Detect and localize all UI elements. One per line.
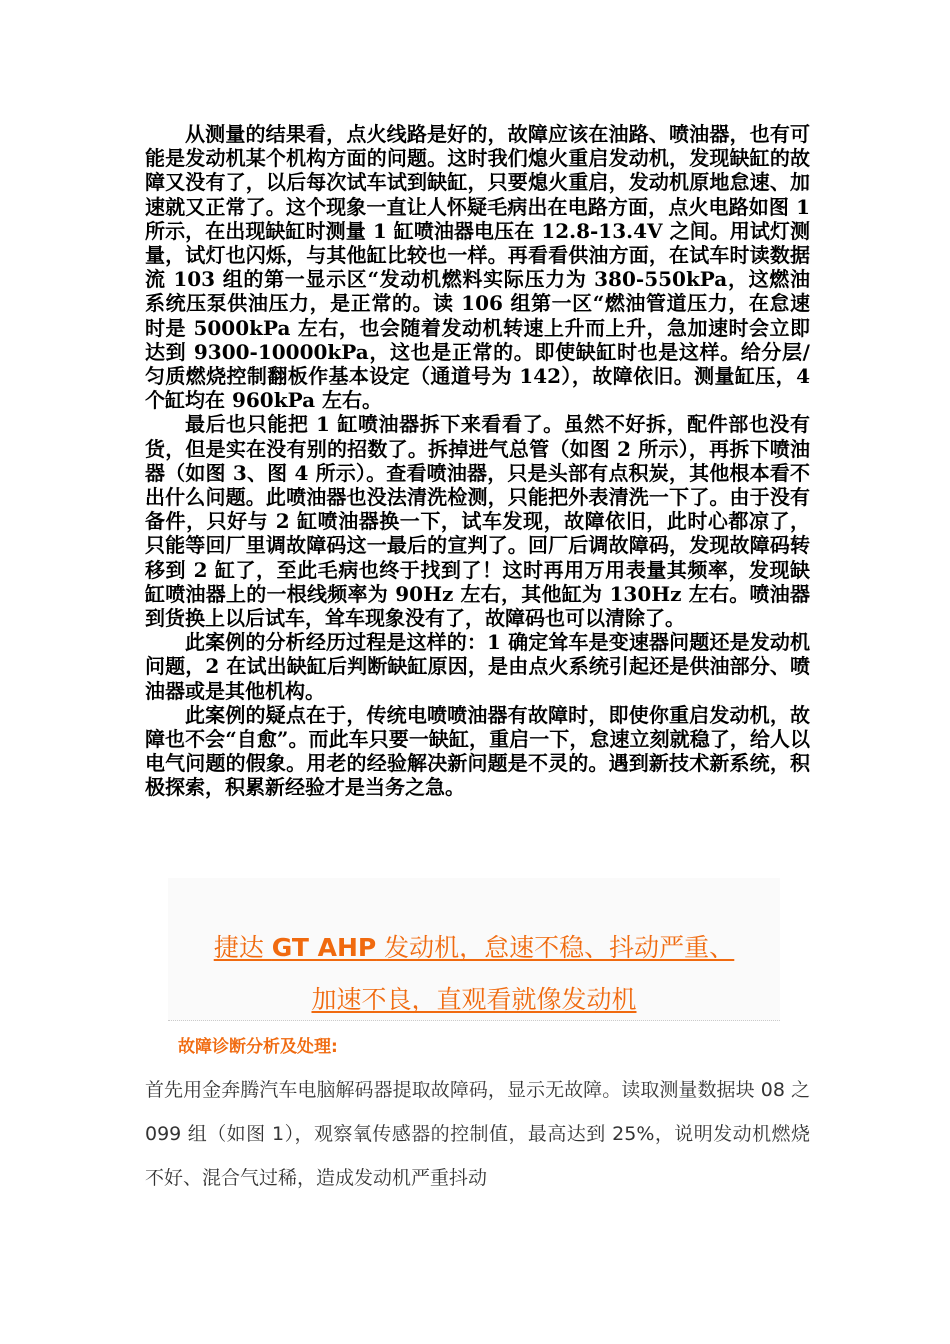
article-title-line2[interactable]: 加速不良，直观看就像发动机	[311, 985, 637, 1014]
paragraph-conclusion: 此案例的疑点在于，传统电喷喷油器有故障时，即使你重启发动机，故障也不会“自愈”。而此车只要一缺缸，重启一下，怠速立刻就稳了，给人以电气问题的假象。用老的经验解决新问题是不灵的。遇到新技术新系统，积极探索，积累新经验才是当务之急。	[145, 702, 810, 800]
paragraph-injector-removal: 最后也只能把 1 缸喷油器拆下来看看了。虽然不好拆，配件部也没有货，但是实在没有别的招数了。拆掉进气总管（如图 2 所示），再拆下喷油器（如图 3、图 4 所示）。查看喷油器，只是头部有点积炭，其他根本看不出什么问题。此喷油器也没法清洗检测，只能把外表清洗一下了。由于没有备件，只好与 2 缸喷油器换一下，试车发现，故障依旧，此时心都凉了，只能等回厂里调故障码这一最后的宣判了。回厂后调故障码，发现故障码转移到 2 缸了，至此毛病也终于找到了！这时再用万用表量其频率，发现缺缸喷油器上的一根线频率为 90Hz 左右，其他缸为 130Hz 左右。喷油器到货换上以后试车，耸车现象没有了，故障码也可以清除了。	[145, 412, 810, 631]
paragraph-analysis-process: 此案例的分析经历过程是这样的：1 确定耸车是变速器问题还是发动机问题，2 在试出缺缸后判断缺缸原因，是由点火系统引起还是供油部分、喷油器或是其他机构。	[145, 630, 810, 703]
case-analysis-text	[145, 122, 810, 800]
paragraph-measurement: 从测量的结果看，点火线路是好的，故障应该在油路、喷油器，也有可能是发动机某个机构方面的问题。这时我们熄火重启发动机，发现缺缸的故障又没有了，以后每次试车试到缺缸，只要熄火重启，发动机原地怠速、加速就又正常了。这个现象一直让人怀疑毛病出在电路方面，点火电路如图 1 所示，在出现缺缸时测量 1 缸喷油器电压在 12.8-13.4V 之间。用试灯测量，试灯也闪烁，与其他缸比较也一样。再看看供油方面，在试车时读数据流 103 组的第一显示区“发动机燃料实际压力为 380-550kPa，这燃油系统压泵供油压力，是正常的。读 106 组第一区“燃油管道压力，在怠速时是 5000kPa 左右，也会随着发动机转速上升而上升，急加速时会立即达到 9300-10000kPa，这也是正常的。即使缺缸时也是这样。给分层/匀质燃烧控制翻板作基本设定（通道号为 142），故障依旧。测量缸压，4 个缸均在 960kPa 左右。	[145, 122, 810, 413]
article-intro-text	[145, 1068, 810, 1200]
title-model: GT AHP	[271, 933, 377, 962]
title-rest: 发动机，怠速不稳、抖动严重、	[376, 933, 735, 962]
intro-paragraph: 首先用金奔腾汽车电脑解码器提取故障码，显示无故障。读取测量数据块 08 之 099 组（如图 1），观察氧传感器的控制值，最高达到 25%，说明发动机燃烧不好、混合气过稀，造成发动机严重抖动	[145, 1079, 810, 1189]
article-title[interactable]	[168, 878, 780, 1026]
title-prefix: 捷达	[213, 933, 272, 962]
article-title-block	[168, 878, 780, 1021]
section-heading: 故障诊断分析及处理:	[178, 1037, 338, 1057]
article-title-line1[interactable]	[214, 933, 734, 962]
